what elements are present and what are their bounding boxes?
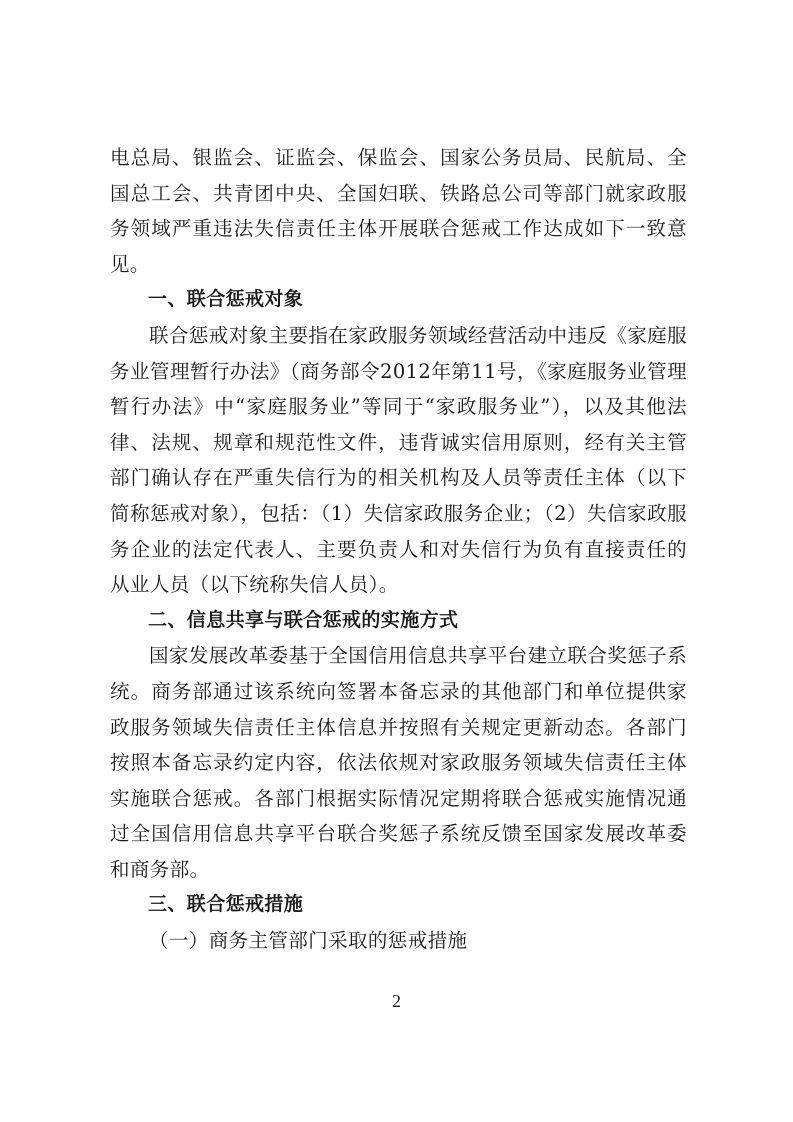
intro-paragraph: 电总局、银监会、证监会、保监会、国家公务员局、民航局、全国总工会、共青团中央、全国妇联、铁路总公司等部门就家政服务领域严重违法失信责任主体开展联合惩戒工作达成如下一致意见。	[110, 146, 687, 276]
section-subheading-3-1: （一）商务主管部门采取的惩戒措施	[149, 929, 468, 953]
section-paragraph-2: 国家发展改革委基于全国信用信息共享平台建立联合奖惩子系统。商务部通过该系统向签署本备忘录的其他部门和单位提供家政服务领域失信责任主体信息并按照有关规定更新动态。各部门按照本备忘录约定内容，依法依规对家政服务领域失信责任主体实施联合惩戒。各部门根据实际情况定期将联合惩戒实施情况通过全国信用信息共享平台联合奖惩子系统反馈至国家发展改革委和商务部。	[110, 644, 687, 881]
page-number: 2	[392, 991, 401, 1011]
section-paragraph-1: 联合惩戒对象主要指在家政服务领域经营活动中违反《家庭服务业管理暂行办法》（商务部令2012年第11号，《家庭服务业管理暂行办法》中“家庭服务业”等同于“家政服务业”），以及其他法律、法规、规章和规范性文件，违背诚实信用原则，经有关主管部门确认存在严重失信行为的相关机构及人员等责任主体（以下简称惩戒对象），包括：（1）失信家政服务企业；（2）失信家政服务企业的法定代表人、主要负责人和对失信行为负有直接责任的从业人员（以下统称失信人员）。	[110, 323, 687, 597]
section-heading-1: 一、联合惩戒对象	[148, 288, 304, 311]
section-heading-3: 三、联合惩戒措施	[148, 893, 304, 916]
section-heading-2: 二、信息共享与联合惩戒的实施方式	[148, 608, 459, 631]
document-body	[110, 140, 687, 959]
